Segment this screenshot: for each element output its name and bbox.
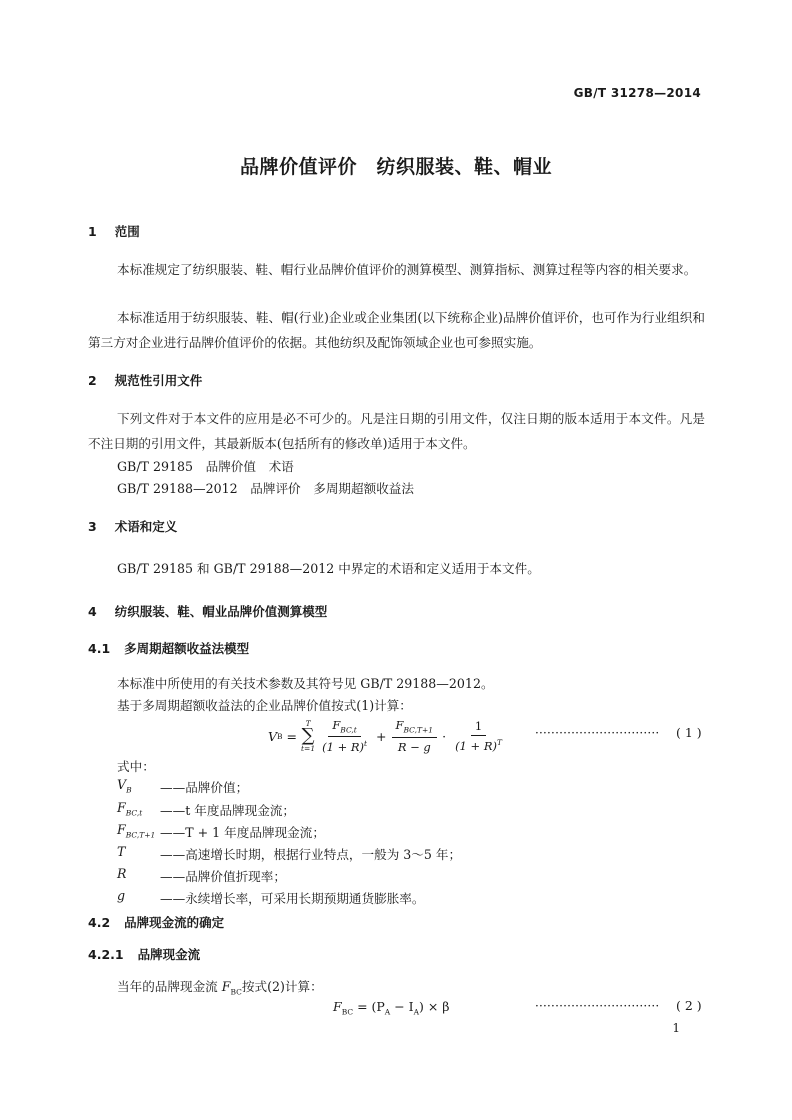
formula-1 [268, 716, 509, 756]
definition-text: ——品牌价值； [160, 780, 249, 795]
section-title: 纺织服装、鞋、帽业品牌价值测算模型 [114, 604, 328, 619]
scope-paragraph-2: 本标准适用于纺织服装、鞋、帽(行业)企业或企业集团(以下统称企业)品牌价值评价，也可作为行业组织和第三方对企业进行品牌价值评价的依据。其他纺织及配饰领域企业也可参照实施。 [88, 310, 705, 350]
definition-text: ——品牌价值折现率； [160, 869, 286, 884]
section-title: 范围 [114, 224, 140, 239]
formula-minus: − I [390, 999, 414, 1014]
section-title: 规范性引用文件 [114, 373, 203, 388]
section-1-heading [88, 222, 140, 240]
definition-text: ——永续增长率，可采用长期预期通货膨胀率。 [160, 891, 425, 906]
formula-rhs-open: = (P [357, 999, 385, 1014]
definition-symbol [117, 800, 142, 818]
document-title: 品牌价值评价 纺织服装、鞋、帽业 [239, 156, 552, 178]
terms-paragraph: GB/T 29185 和 GB/T 29188—2012 中界定的术语和定义适用于本文件。 [117, 561, 540, 576]
definition-symbol [117, 888, 125, 903]
section-title: 品牌现金流 [137, 947, 201, 962]
inline-symbol-subscript: BC [230, 987, 242, 997]
definition-text: ——t 年度品牌现金流； [160, 803, 296, 818]
section-number: 4 [88, 604, 97, 619]
symbol-subscript: BC,T+1 [125, 830, 156, 840]
definition-text: ——高速增长时期，根据行业特点，一般为 3～5 年； [160, 847, 462, 862]
sum-upper-limit: T [305, 718, 311, 728]
symbol-subscript: BC,t [125, 808, 143, 818]
symbol-letter: R [117, 866, 127, 881]
model-paragraph-2: 基于多周期超额收益法的企业品牌价值按式(1)计算： [117, 698, 412, 713]
sigma-icon: ∑ [301, 725, 315, 746]
definition-text: ——T + 1 年度品牌现金流； [160, 825, 325, 840]
fraction-3 [451, 719, 506, 753]
formula-1-number: ( 1 ) [676, 725, 702, 740]
section-number: 4.2 [88, 915, 111, 930]
fraction-2 [392, 718, 438, 753]
section-number: 1 [88, 224, 97, 239]
reference-item: GB/T 29185 品牌价值 术语 [117, 459, 294, 474]
symbol-letter: T [117, 844, 126, 859]
numerator-subscript: BC,t [340, 725, 357, 735]
numerator-symbol: F [332, 717, 341, 732]
section-4-2-1-heading [88, 945, 200, 963]
section-number: 4.2.1 [88, 947, 124, 962]
symbol-letter: F [117, 822, 126, 837]
numerator: 1 [474, 719, 483, 734]
denominator: R − g [397, 739, 431, 754]
page-number: 1 [672, 1021, 680, 1035]
symbol-letter: F [117, 800, 126, 815]
section-2-heading [88, 371, 202, 389]
numerator-subscript: BC,T+1 [403, 725, 434, 735]
section-title: 多周期超额收益法模型 [124, 641, 250, 656]
denominator-exponent: t [364, 739, 368, 749]
section-title: 术语和定义 [114, 519, 178, 534]
standard-code: GB/T 31278—2014 [573, 86, 701, 100]
cashflow-intro-text: 当年的品牌现金流 [117, 979, 222, 994]
definition-symbol [117, 822, 155, 840]
formula-tail: ) × β [419, 999, 450, 1014]
formula-lhs: F [333, 999, 342, 1014]
symbol-subscript: B [126, 785, 132, 795]
section-4-heading [88, 602, 327, 620]
inline-symbol: F [221, 979, 231, 994]
section-number: 3 [88, 519, 97, 534]
multiply-dot: · [442, 728, 447, 744]
fraction-1 [318, 718, 371, 754]
formula-1-leader-dots: ······························· [535, 726, 660, 740]
scope-paragraph-1: 本标准规定了纺织服装、鞋、帽行业品牌价值评价的测算模型、测算指标、测算过程等内容的相关要求。 [117, 262, 697, 277]
section-3-heading [88, 517, 177, 535]
where-label: 式中： [117, 759, 155, 774]
definition-symbol [117, 844, 125, 859]
formula-lhs-subscript: BC [341, 1007, 354, 1017]
symbol-letter: V [117, 777, 127, 792]
definition-symbol [117, 777, 132, 795]
numerator-symbol: F [395, 718, 404, 733]
sum-lower-limit: t=1 [301, 744, 316, 753]
section-title: 品牌现金流的确定 [124, 915, 225, 930]
symbol-letter: g [117, 888, 126, 903]
formula-lhs-subscript: B [277, 731, 283, 741]
section-4-1-heading [88, 639, 249, 657]
section-4-2-heading [88, 913, 224, 931]
cashflow-intro [117, 976, 323, 997]
formula-lhs: V [268, 728, 278, 744]
formula-2-number: ( 2 ) [676, 998, 702, 1013]
formula-2 [333, 999, 450, 1017]
model-paragraph-1: 本标准中所使用的有关技术参数及其符号见 GB/T 29188—2012。 [117, 676, 494, 691]
section-number: 2 [88, 373, 97, 388]
reference-item: GB/T 29188—2012 品牌评价 多周期超额收益法 [117, 481, 414, 496]
formula-2-leader-dots: ······························· [535, 999, 660, 1013]
equals-sign: = [286, 728, 298, 744]
denominator-exponent: T [496, 738, 502, 748]
pa-subscript: A [384, 1007, 391, 1017]
section-number: 4.1 [88, 641, 111, 656]
ia-subscript: A [413, 1007, 419, 1017]
plus-sign: + [376, 728, 387, 744]
references-intro: 下列文件对于本文件的应用是必不可少的。凡是注日期的引用文件，仅注日期的版本适用于本文件。凡是不注日期的引用文件，其最新版本(包括所有的修改单)适用于本文件。 [88, 411, 705, 451]
summation [301, 720, 315, 753]
denominator: (1 + R) [322, 740, 365, 755]
cashflow-intro-text: 按式(2)计算： [241, 979, 323, 994]
denominator: (1 + R) [455, 738, 497, 753]
definition-symbol [117, 866, 126, 881]
